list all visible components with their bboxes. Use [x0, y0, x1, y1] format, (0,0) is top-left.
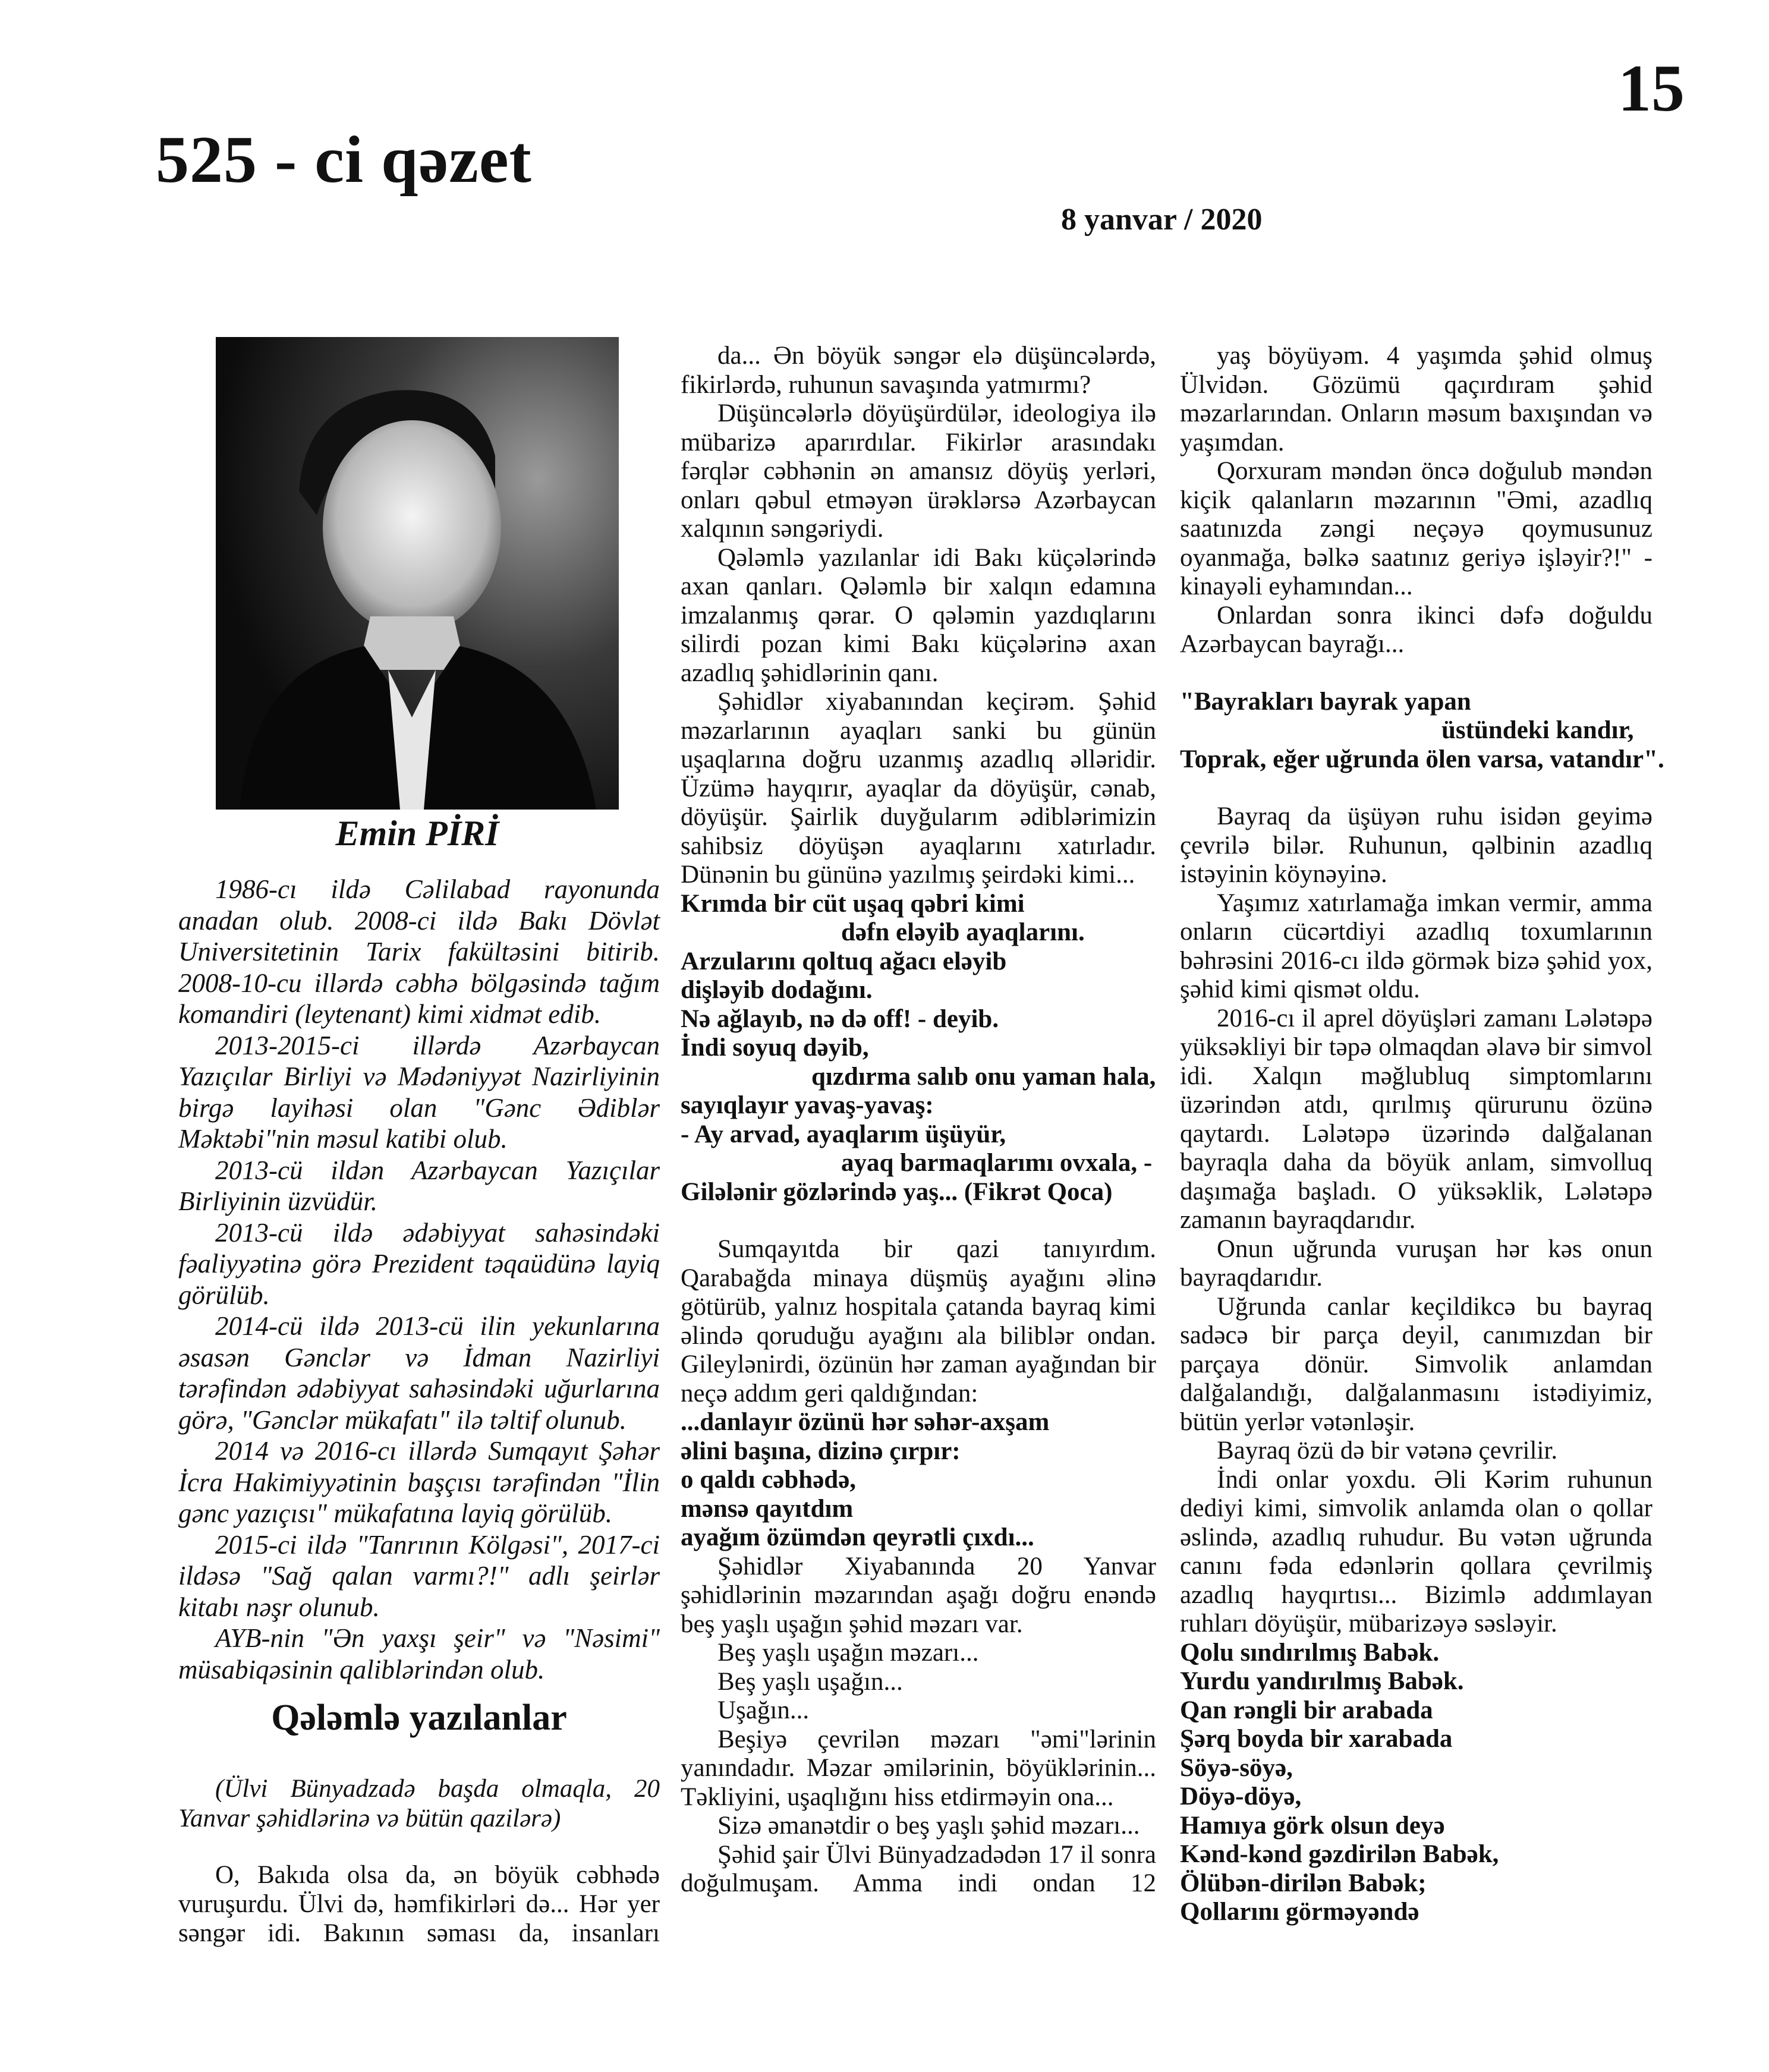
- article-paragraph: Bayraq özü də bir vətənə çevrilir.: [1217, 1437, 1558, 1465]
- article-paragraph: Sumqayıtda bir qazi tanıyırdım. Qarabağda minaya düşmüş ayağını əlinə götürüb, yalnız hospitala çatanda bayraq kimi əlində qoruduğu ayağını ala biliblər ondan. Gileylənirdi, özünün hər zaman ayağından bir neçə addım geri qaldığından:: [681, 1235, 1156, 1407]
- verse-line: ...danlayır özünü hər səhər-axşam: [681, 1408, 1050, 1436]
- bio-paragraph: AYB-nin "Ən yaxşı şeir" və "Nəsimi" müsabiqəsinin qaliblərindən olub.: [178, 1623, 660, 1684]
- verse-line: Hamıya görk olsun deyə: [1180, 1811, 1445, 1840]
- verse-line: Gilələnir gözlərində yaş... (Fikrət Qoca): [681, 1177, 1113, 1206]
- verse-line: Ölübən-dirilən Babək;: [1180, 1869, 1427, 1897]
- verse-line: dişləyib dodağını.: [681, 976, 873, 1004]
- verse-line: Toprak, eğer uğrunda ölen varsa, vatandır".: [1180, 745, 1664, 773]
- article-paragraph: Şəhidlər Xiyabanında 20 Yanvar şəhidlərinin məzarından aşağı doğru enəndə beş yaşlı uşağın şəhid məzarı var.: [681, 1552, 1156, 1638]
- article-paragraph: Düşüncələrlə döyüşürdülər, ideologiya ilə mübarizə aparırdılar. Fikirlər arasındakı fərqlər cəbhənin ən amansız döyüş yerləri, onları qəbul etməyən ürəklərsə Azərbaycan xalqının səngəriydi.: [681, 399, 1156, 543]
- verse-line: Arzularını qoltuq ağacı eləyib: [681, 947, 1007, 975]
- page-number: 15: [1618, 52, 1685, 125]
- bio-paragraph: 2013-2015-ci illərdə Azərbaycan Yazıçılar Birliyi və Mədəniyyət Nazirliyinin birgə layihəsi olan "Gənc Ədiblər Məktəbi"nin məsul katibi olub.: [178, 1030, 660, 1154]
- article-paragraph: 2016-cı il aprel döyüşləri zamanı Lələtəpə yüksəkliyi bir təpə olmaqdan əlavə bir simvol idi. Xalqın məğlubluq simptomlarını üzərindən atdı, qırılmış qürurunu özünə qaytardı. Lələtəpə üzərində dalğalanan bayraqla daha da böyük anlam, simvolluq daşımağa başladı. O yüksəklik, Lələtəpə zamanın bayraqdarıdır.: [1180, 1004, 1652, 1234]
- verse-line: "Bayrakları bayrak yapan: [1180, 687, 1471, 716]
- bio-paragraph: 2014 və 2016-cı illərdə Sumqayıt Şəhər İcra Hakimiyyətinin başçısı tərəfindən "İlin gənc yazıçısı" mükafatına layiq görülüb.: [178, 1436, 660, 1528]
- article-paragraph: Şəhidlər xiyabanından keçirəm. Şəhid məzarlarının ayaqları sanki bu günün uşaqlarına doğru uzanmış azadlıq əlləridir. Üzümə hayqırır, ayaqlar da döyüşür, cənab, döyüşür. Şairlik duyğularım ədiblərimizin sahibsiz döyüşən ayaqlarını xatırladır. Dünənin bu gününə yazılmış şeirdəki kimi...: [681, 688, 1156, 889]
- verse-line: əlini başına, dizinə çırpır:: [681, 1437, 961, 1465]
- spacer: [681, 1207, 1156, 1235]
- verse-line: Kənd-kənd gəzdirilən Babək,: [1180, 1840, 1499, 1868]
- author-name: Emin PİRİ: [335, 814, 499, 853]
- verse-line: Qolu sındırılmış Babək.: [1180, 1638, 1440, 1667]
- verse-line: - Ay arvad, ayaqlarım üşüyür,: [681, 1120, 1006, 1148]
- verse-line: sayıqlayır yavaş-yavaş:: [681, 1091, 934, 1119]
- article-paragraph: Sizə əmanətdir o beş yaşlı şəhid məzarı...: [717, 1812, 1140, 1840]
- verse-line: üstündeki kandır,: [1441, 716, 1634, 744]
- article-paragraph: Uşağın...: [717, 1696, 810, 1724]
- verse-line: Yurdu yandırılmış Babək.: [1180, 1667, 1464, 1695]
- article-paragraph: Beşiyə çevrilən məzarı "əmi"lərinin yanındadır. Məzar əmilərinin, böyüklərinin... Təkliyini, uşaqlığını hiss etdirməyin ona...: [681, 1725, 1156, 1811]
- article-paragraph: Onlardan sonra ikinci dəfə doğuldu Azərbaycan bayrağı...: [1180, 601, 1652, 658]
- article-paragraph: Onun uğrunda vuruşan hər kəs onun bayraqdarıdır.: [1180, 1235, 1652, 1292]
- verse-line: ayaq barmaqlarımı ovxala, -: [841, 1149, 1153, 1177]
- verse-line: Nə ağlayıb, nə də off! - deyib.: [681, 1004, 999, 1033]
- article-paragraph: da... Ən böyük səngər elə düşüncələrdə, fikirlərdə, ruhunun savaşında yatmırmı?: [681, 342, 1156, 399]
- article-paragraph: Şəhid şair Ülvi Bünyadzadədən 17 il sonra doğulmuşam. Amma indi ondan 12: [681, 1840, 1156, 1897]
- bio-paragraph: 2014-cü ildə 2013-cü ilin yekunlarına əsasən Gənclər və İdman Nazirliyi tərəfindən ədəbiyyat sahəsindəki uğurlarına görə, "Gənclər mükafatı" ilə təltif olunub.: [178, 1311, 660, 1435]
- publication-title: 525 - ci qəzet: [156, 123, 532, 197]
- verse-line: mənsə qayıtdım: [681, 1494, 854, 1523]
- article-paragraph: Qələmlə yazılanlar idi Bakı küçələrində axan qanları. Qələmlə bir xalqın edamına imzalanmış qərar. O qələmin yazdıqlarını silirdi pozan kimi Bakı küçələrinə axan azadlıq şəhidlərinin qanı.: [681, 543, 1156, 687]
- article-column-2: [681, 342, 1156, 1898]
- bio-paragraph: 1986-cı ildə Cəlilabad rayonunda anadan olub. 2008-ci ildə Bakı Dövlət Universitetinin Tarix fakültəsini bitirib. 2008-10-cu illərdə cəbhə bölgəsində tağım komandiri (leytenant) kimi xidmət edib.: [178, 874, 660, 1029]
- article-paragraph: yaş böyüyəm. 4 yaşımda şəhid olmuş Ülvidən. Gözümü qaçırdıram şəhid məzarlarından. Onların məsum baxışından və yaşımdan.: [1180, 342, 1652, 456]
- verse-line: Söyə-söyə,: [1180, 1753, 1293, 1782]
- article-column-1: [178, 1860, 660, 1948]
- author-bio: [178, 874, 660, 1685]
- author-photo: [216, 337, 619, 810]
- article-paragraph: Yaşımız xatırlamağa imkan vermir, amma onların cücərtdiyi azadlıq toxumlarının bəhrəsini 2016-cı ildə görmək bizə şəhid yox, şəhid kimi qismət oldu.: [1180, 889, 1652, 1003]
- article-paragraph: Bayraq da üşüyən ruhu isidən geyimə çevrilə bilər. Ruhunun, qəlbinin azadlıq istəyinin köynəyinə.: [1180, 802, 1652, 888]
- spacer: [1180, 659, 1652, 688]
- bio-paragraph: 2013-cü ildə ədəbiyyat sahəsindəki fəaliyyətinə görə Prezident təqaüdünə layiq görülüb.: [178, 1217, 660, 1310]
- article-paragraph: Beş yaşlı uşağın məzarı...: [717, 1639, 979, 1667]
- article-title: Qələmlə yazılanlar: [271, 1698, 567, 1738]
- article-paragraph: Uğrunda canlar keçildikcə bu bayraq sadəcə bir parça deyil, canımızdan bir parçaya dönür. Simvolik anlamdan dalğalandığı, dalğalanmasını istədiyimiz, bütün yerlər vətənləşir.: [1180, 1292, 1652, 1436]
- verse-line: o qaldı cəbhədə,: [681, 1466, 857, 1494]
- verse-line: qızdırma salıb onu yaman hala,: [811, 1062, 1156, 1091]
- article-dedication: (Ülvi Bünyadzadə başda olmaqla, 20 Yanvar şəhidlərinə və bütün qazilərə): [178, 1775, 660, 1832]
- verse-line: İndi soyuq dəyib,: [681, 1034, 869, 1062]
- bio-paragraph: 2013-cü ildən Azərbaycan Yazıçılar Birliyinin üzvüdür.: [178, 1155, 660, 1216]
- verse-line: Qollarını görməyəndə: [1180, 1898, 1419, 1926]
- article-column-3: [1180, 342, 1664, 1927]
- spacer: [1180, 774, 1652, 802]
- verse-line: Şərq boyda bir xarabada: [1180, 1725, 1453, 1753]
- verse-line: ayağım özümdən qeyrətli çıxdı...: [681, 1523, 1034, 1551]
- issue-date: 8 yanvar / 2020: [1061, 203, 1263, 237]
- verse-line: dəfn eləyib ayaqlarını.: [841, 918, 1085, 946]
- article-paragraph: Qorxuram məndən öncə doğulub məndən kiçik qalanların məzarının "Əmi, azadlıq saatınızda zəngi neçəyə qoymusunuz oyanmağa, bəlkə saatınız geriyə işləyir?!" - kinayəli eyhamından...: [1180, 457, 1652, 600]
- verse-line: Krımda bir cüt uşaq qəbri kimi: [681, 889, 1025, 918]
- article-paragraph: O, Bakıda olsa da, ən böyük cəbhədə vuruşurdu. Ülvi də, həmfikirləri də... Hər yer səngər idi. Bakının səması da, insanları: [178, 1861, 660, 1947]
- verse-line: Qan rəngli bir arabada: [1180, 1696, 1433, 1724]
- bio-paragraph: 2015-ci ildə "Tanrının Kölgəsi", 2017-ci ildəsə "Sağ qalan varmı?!" adlı şeirlər kitabı nəşr olunub.: [178, 1529, 660, 1622]
- verse-line: Döyə-döyə,: [1180, 1783, 1302, 1810]
- article-paragraph: İndi onlar yoxdu. Əli Kərim ruhunun dediyi kimi, simvolik anlamda olan o qollar əslində, azadlıq ruhudur. Bu vətən uğrunda canını fəda edənlərin qollara çevrilmiş azadlıq hayqırtısı... Bizimlə addımlayan ruhları döyüşür, mübarizəyə səsləyir.: [1180, 1465, 1652, 1638]
- article-paragraph: Beş yaşlı uşağın...: [717, 1667, 903, 1696]
